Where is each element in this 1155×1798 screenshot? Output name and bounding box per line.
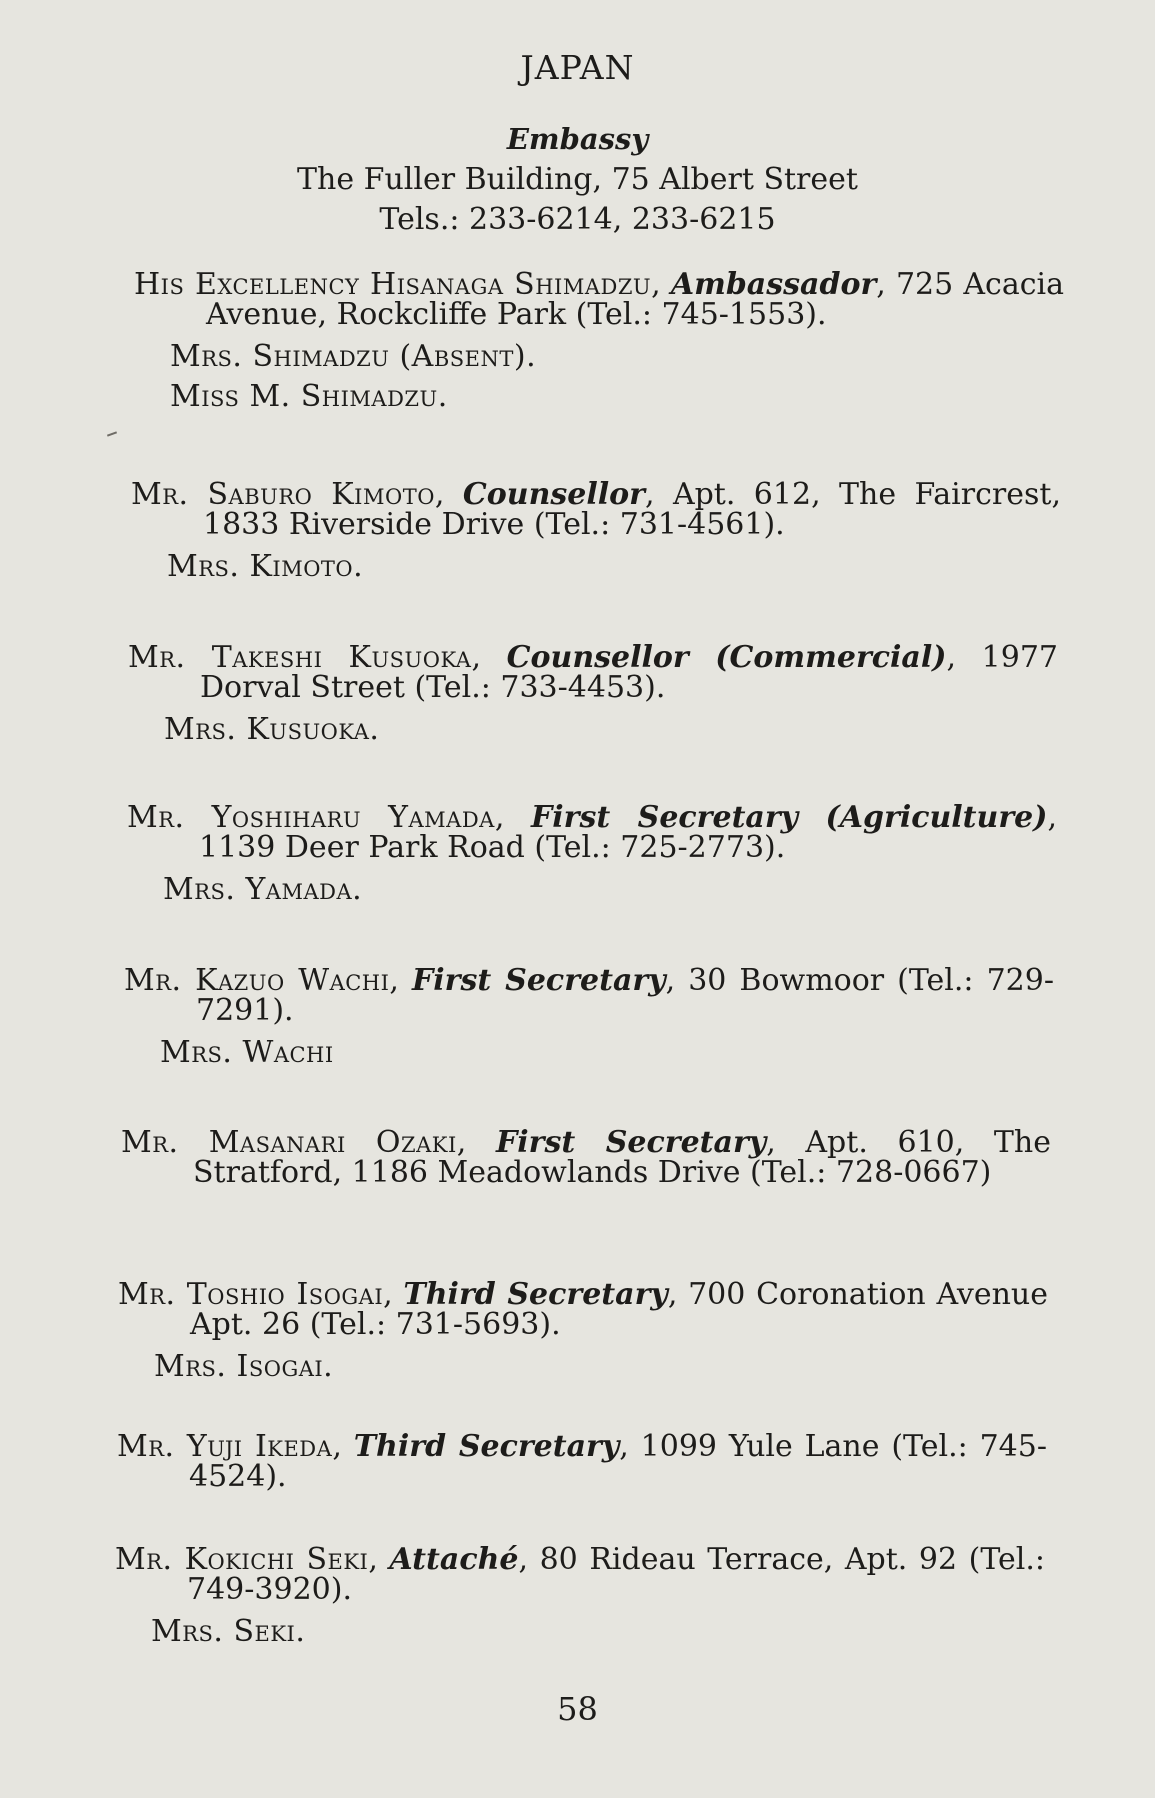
- entry-spouse: Mrs. Seki.: [151, 1614, 306, 1649]
- entry-name: Mr. Masanari Ozaki: [121, 1125, 457, 1160]
- entry-details: 80 Rideau Terrace, Apt. 92 (Tel.: 749-3920).: [187, 1542, 1045, 1607]
- entry-details: 1099 Yule Lane (Tel.: 745-4524).: [189, 1429, 1047, 1494]
- entry-main: Mr. Saburo Kimoto, Counsellor, Apt. 612, The Faircrest, 1833 Riverside Drive (Tel.: 731-4561).: [131, 477, 1061, 542]
- entry-role: First Secretary: [411, 963, 666, 998]
- entry-role: First Secretary (Agriculture): [530, 800, 1048, 835]
- entry-spouse: Mrs. Kusuoka.: [164, 712, 380, 747]
- entry-details: 1977 Dorval Street (Tel.: 733-4453).: [200, 640, 1058, 705]
- list-item: [131, 477, 1061, 584]
- entry-main: Mr. Yoshiharu Yamada, First Secretary (Agriculture), 1139 Deer Park Road (Tel.: 725-2773).: [127, 800, 1057, 865]
- entry-spouse: Mrs. Wachi: [160, 1035, 334, 1070]
- entry-name: Mr. Yuji Ikeda: [117, 1429, 333, 1464]
- embassy-telephones: Tels.: 233-6214, 233-6215: [379, 202, 776, 237]
- entry-main: Mr. Kazuo Wachi, First Secretary, 30 Bowmoor (Tel.: 729-7291).: [124, 963, 1054, 1028]
- stray-mark: [107, 431, 117, 436]
- list-item: [134, 267, 1064, 414]
- entry-main: Mr. Masanari Ozaki, First Secretary, Apt. 610, The Stratford, 1186 Meadowlands Drive (Tel.: 728-0667): [121, 1125, 1052, 1190]
- entry-details: Apt. 610, The Stratford, 1186 Meadowlands Drive (Tel.: 728-0667): [193, 1125, 1052, 1190]
- entry-details: 700 Coronation Avenue Apt. 26 (Tel.: 731-5693).: [190, 1277, 1049, 1342]
- entry-main: Mr. Yuji Ikeda, Third Secretary, 1099 Yule Lane (Tel.: 745-4524).: [117, 1429, 1047, 1494]
- entry-role: Third Secretary: [353, 1429, 620, 1464]
- entry-name: Mr. Toshio Isogai: [118, 1277, 384, 1312]
- entry-name: Mr. Kazuo Wachi: [124, 963, 390, 998]
- entry-details: Apt. 612, The Faircrest, 1833 Riverside Drive (Tel.: 731-4561).: [203, 477, 1061, 542]
- entry-details: 725 Acacia Avenue, Rockcliffe Park (Tel.: 745-1553).: [206, 267, 1064, 332]
- list-item: [117, 1429, 1047, 1494]
- page-number: 58: [557, 1690, 598, 1728]
- entry-name: Mr. Saburo Kimoto: [131, 477, 435, 512]
- entry-main: Mr. Kokichi Seki, Attaché, 80 Rideau Terrace, Apt. 92 (Tel.: 749-3920).: [115, 1542, 1045, 1607]
- list-item: [118, 1277, 1049, 1384]
- entry-role: First Secretary: [495, 1125, 767, 1160]
- entry-main: His Excellency Hisanaga Shimadzu, Ambassador, 725 Acacia Avenue, Rockcliffe Park (Tel.: 745-1553).: [134, 267, 1064, 332]
- embassy-address: The Fuller Building, 75 Albert Street: [297, 162, 858, 197]
- entry-spouse: Mrs. Yamada.: [163, 872, 363, 907]
- list-item: [127, 800, 1057, 907]
- entry-role: Attaché: [389, 1542, 519, 1577]
- entry-main: Mr. Takeshi Kusuoka, Counsellor (Commercial), 1977 Dorval Street (Tel.: 733-4453).: [128, 640, 1058, 705]
- entry-details: 30 Bowmoor (Tel.: 729-7291).: [196, 963, 1054, 1028]
- entry-name: Mr. Yoshiharu Yamada: [127, 800, 495, 835]
- country-heading: JAPAN: [520, 48, 635, 87]
- entry-name: Mr. Kokichi Seki: [115, 1542, 369, 1577]
- entry-role: Counsellor: [462, 477, 645, 512]
- entry-details: 1139 Deer Park Road (Tel.: 725-2773).: [199, 830, 786, 865]
- entry-spouse: Miss M. Shimadzu.: [170, 379, 448, 414]
- entry-role: Ambassador: [670, 267, 877, 302]
- entry-role: Counsellor (Commercial): [506, 640, 947, 675]
- embassy-label: Embassy: [506, 122, 649, 156]
- entry-role: Third Secretary: [403, 1277, 668, 1312]
- list-item: [128, 640, 1058, 747]
- list-item: [115, 1542, 1045, 1649]
- entry-spouse: Mrs. Isogai.: [154, 1349, 334, 1384]
- list-item: [121, 1125, 1052, 1190]
- list-item: [124, 963, 1054, 1070]
- entry-spouse: Mrs. Shimadzu (Absent).: [170, 339, 537, 374]
- entry-spouse: Mrs. Kimoto.: [167, 549, 364, 584]
- entry-name: His Excellency Hisanaga Shimadzu: [134, 267, 652, 302]
- entry-name: Mr. Takeshi Kusuoka: [128, 640, 472, 675]
- entry-main: Mr. Toshio Isogai, Third Secretary, 700 Coronation Avenue Apt. 26 (Tel.: 731-5693).: [118, 1277, 1049, 1342]
